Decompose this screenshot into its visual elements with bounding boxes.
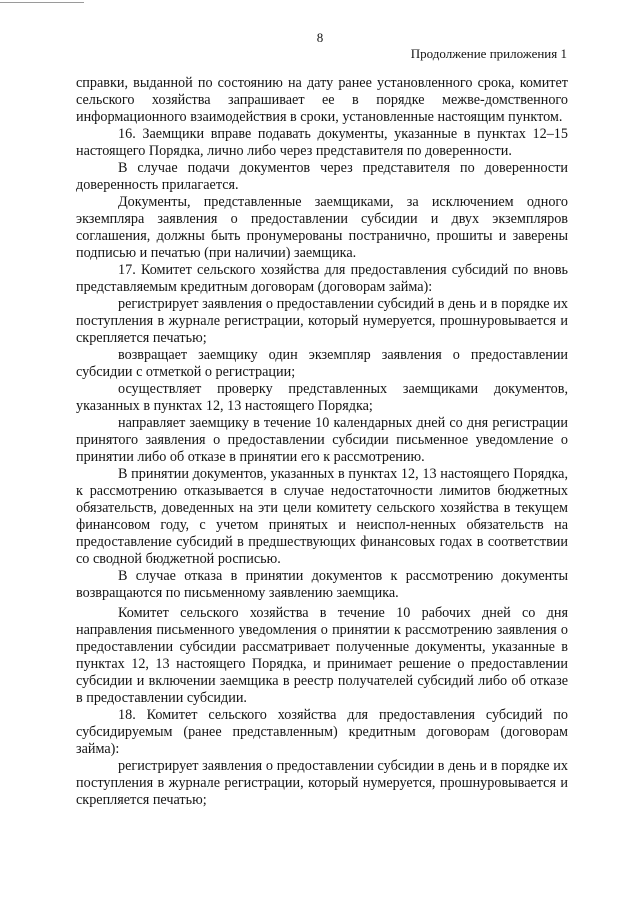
paragraph-item-17: 17. Комитет сельского хозяйства для предоставления субсидий по вновь представляемым кредитным договорам (договорам займа): — [76, 262, 568, 295]
paragraph-item-16: 16. Заемщики вправе подавать документы, указанные в пунктах 12–15 настоящего Порядка, лично либо через представителя по доверенности. — [76, 126, 568, 159]
paragraph-refusal-reasons: В принятии документов, указанных в пунктах 12, 13 настоящего Порядка, к рассмотрению отказывается в случае недостаточности лимитов бюджетных обязательств, доведенных на эти цели комитету сельского хозяйства в текущем финансовом году, с учетом принятых и неиспол-ненных обязательств на предоставление субсидий в предшествующих финансовых годах в соответствии со сводной бюджетной росписью. — [76, 466, 568, 567]
paragraph-decision: Комитет сельского хозяйства в течение 10 рабочих дней со дня направления письменного уведомления о принятии к рассмотрению заявления о предоставлении субсидии рассматривает полученные документы, указанные в пунктах 12, 13 настоящего Порядка, и принимает решение о предоставлении субсидии и включении заемщика в реестр получателей субсидий либо об отказе в предоставлении субсидии. — [76, 605, 568, 706]
paragraph-item-18: 18. Комитет сельского хозяйства для предоставления субсидий по субсидируемым (ранее представленным) кредитным договорам (договорам займа): — [76, 707, 568, 757]
paragraph-registers-18: регистрирует заявления о предоставлении субсидии в день и в порядке их поступления в журнале регистрации, который нумеруется, прошнуровывается и скрепляется печатью; — [76, 758, 568, 808]
paragraph-proxy: В случае подачи документов через представителя по доверенности доверенность прилагается. — [76, 160, 568, 193]
paragraph-verification: осуществляет проверку представленных заемщиками документов, указанных в пунктах 12, 13 настоящего Порядка; — [76, 381, 568, 414]
paragraph-return-documents: В случае отказа в принятии документов к рассмотрению документы возвращаются по письменному заявлению заемщика. — [76, 568, 568, 601]
paragraph-registers: регистрирует заявления о предоставлении субсидий в день и в порядке их поступления в журнале регистрации, который нумеруется, прошнуровывается и скрепляется печатью; — [76, 296, 568, 346]
paragraph-returns-copy: возвращает заемщику один экземпляр заявления о предоставлении субсидии с отметкой о регистрации; — [76, 347, 568, 380]
document-body — [76, 75, 568, 809]
page-number: 8 — [316, 30, 324, 45]
scan-edge-mark — [0, 2, 84, 3]
paragraph-continuation: справки, выданной по состоянию на дату ранее установленного срока, комитет сельского хозяйства запрашивает ее в порядке межве-домственного информационного взаимодействия в сроки, установленные настоящим пунктом. — [76, 75, 568, 125]
appendix-continuation-header: Продолжение приложения 1 — [410, 46, 567, 61]
paragraph-notification: направляет заемщику в течение 10 календарных дней со дня регистрации принятого заявления о предоставлении субсидии письменное уведомление о принятии либо об отказе в принятии его к рассмотрению. — [76, 415, 568, 465]
paragraph-documents-numbering: Документы, представленные заемщиками, за исключением одного экземпляра заявления о предоставлении субсидии и двух экземпляров соглашения, должны быть пронумерованы постранично, прошиты и заверены подписью и печатью (при наличии) заемщика. — [76, 194, 568, 261]
